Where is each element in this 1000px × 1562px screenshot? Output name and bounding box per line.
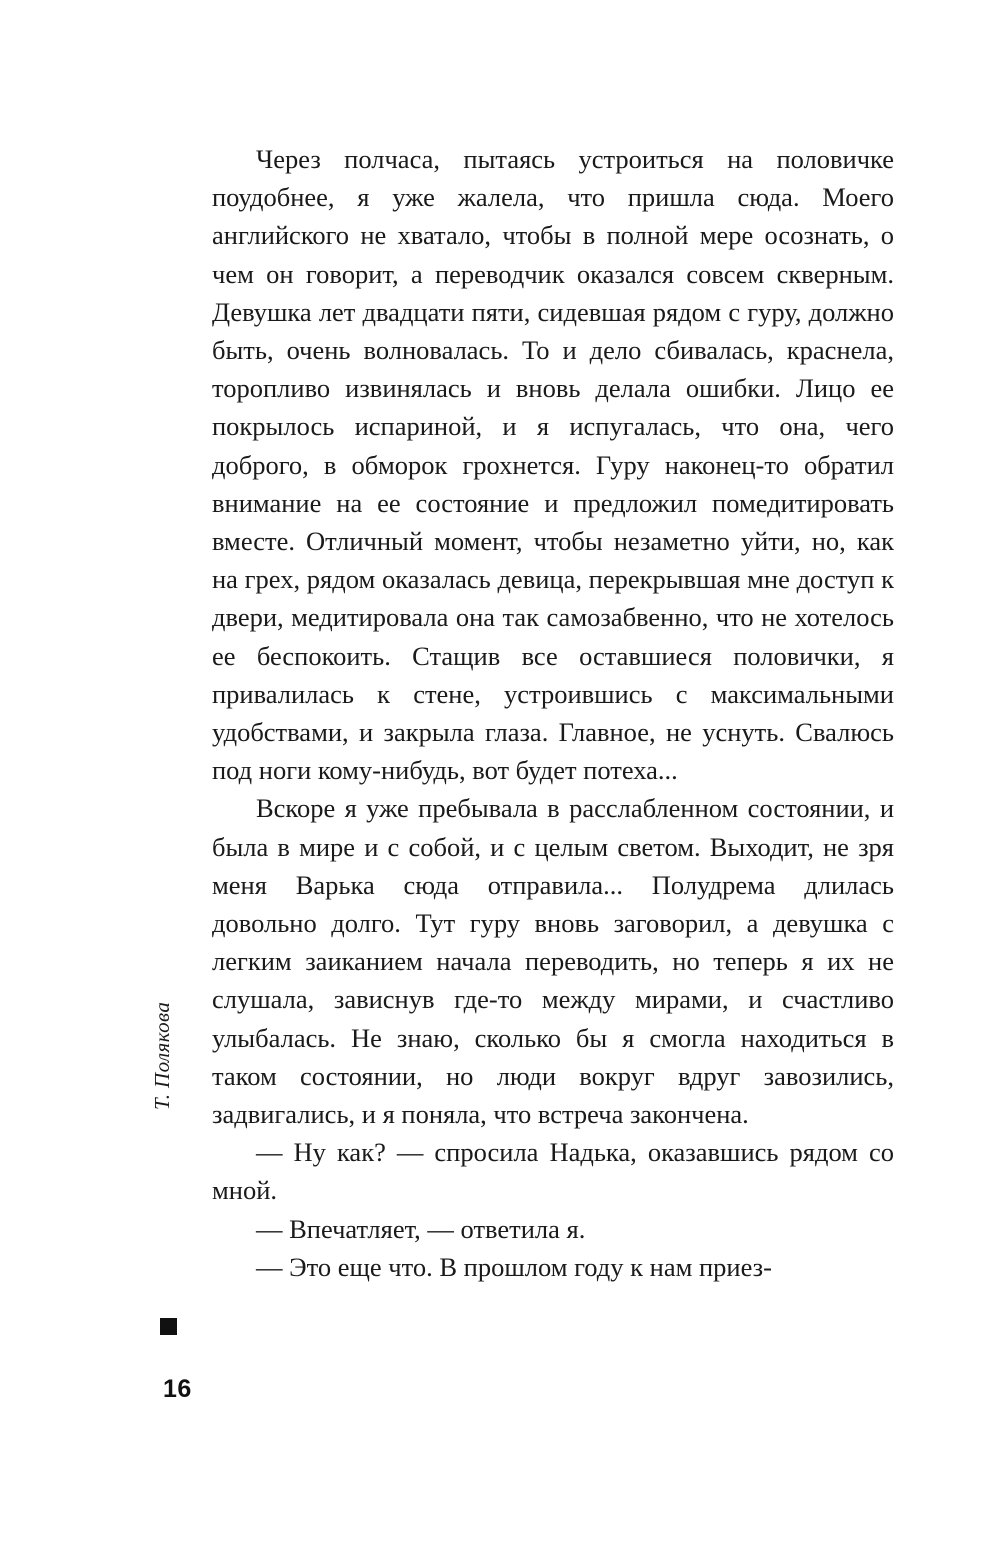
page-number: 16 — [163, 1375, 192, 1403]
paragraph: Вскоре я уже пребывала в расслабленном состоянии, и была в мире и с собой, и с целым светом. Выходит, не зря меня Варька сюда отправила... Полудрема длилась довольно долго. Тут гуру вновь заговорил, а девушка с легким заиканием начала переводить, но теперь я их не слушала, зависнув где-то между мирами, и счастливо улыбалась. Не знаю, сколько бы я смогла находиться в таком состоянии, но люди вокруг вдруг завозились, задвигались, и я поняла, что встреча закончена. — [212, 793, 894, 1130]
paragraph: — Впечатляет, — ответила я. — [256, 1213, 586, 1244]
paragraph: Через полчаса, пытаясь устроиться на половичке поудобнее, я уже жалела, что пришла сюда. Моего английского не хватало, чтобы в полной мере осознать, о чем он говорит, а переводчик оказался совсем скверным. Девушка лет двадцати пяти, сидевшая рядом с гуру, должно быть, очень волновалась. То и дело сбивалась, краснела, торопливо извинялась и вновь делала ошибки. Лицо ее покрылось испариной, и я испугалась, что она, чего доброго, в обморок грохнется. Гуру наконец-то обратил внимание на ее состояние и предложил помедитировать вместе. Отличный момент, чтобы незаметно уйти, но, как на грех, рядом оказалась девица, перекрывшая мне доступ к двери, медитировала она так самозабвенно, что не хотелось ее беспокоить. Стащив все оставшиеся половички, я привалилась к стене, устроившись с максимальными удобствами, и закрыла глаза. Главное, не уснуть. Свалюсь под ноги кому-нибудь, вот будет потеха... — [212, 144, 894, 786]
paragraph: — Это еще что. В прошлом году к нам приез- — [256, 1251, 772, 1282]
running-head-author: Т. Полякова — [150, 1001, 174, 1110]
square-bullet-icon — [160, 1318, 177, 1335]
body-text — [212, 140, 894, 1286]
paragraph: — Ну как? — спросила Надька, оказавшись рядом со мной. — [212, 1137, 894, 1206]
